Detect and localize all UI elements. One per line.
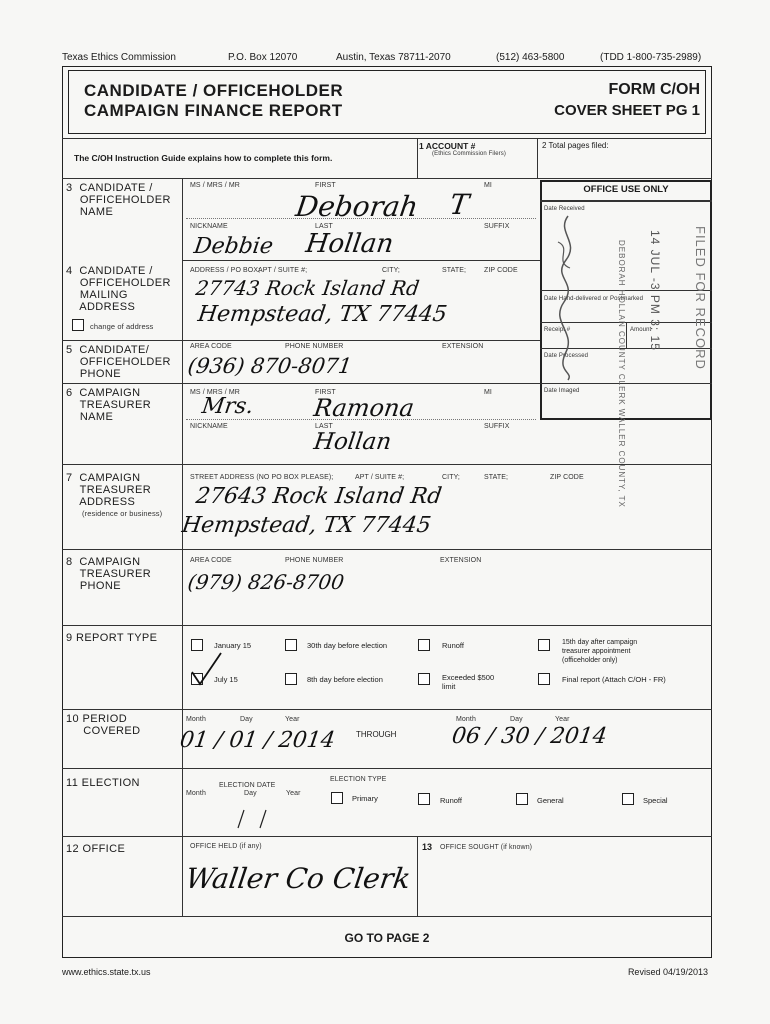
- s4-state-label: STATE;: [442, 267, 467, 274]
- s4-label: 4 CANDIDATE / OFFICEHOLDER MAILING ADDRESS: [66, 265, 171, 313]
- runoff-election-label: Runoff: [440, 796, 462, 805]
- s4-address-line1[interactable]: 27743 Rock Island Rd: [194, 276, 421, 300]
- s8-phone-label: PHONE NUMBER: [285, 557, 344, 564]
- election-year-label: Year: [286, 790, 301, 797]
- general-label: General: [537, 796, 564, 805]
- agency-tdd: (TDD 1-800-735-2989): [600, 52, 702, 63]
- office-use-title: OFFICE USE ONLY: [583, 184, 669, 195]
- s3-first-label: FIRST: [315, 182, 336, 189]
- s7-label: 7 CAMPAIGN TREASURER ADDRESS: [66, 472, 152, 508]
- s4-apt-label: APT / SUITE #;: [258, 267, 308, 274]
- form-subtitle: COVER SHEET PG 1: [554, 102, 700, 119]
- clerk-stamp: DEBORAH HOLLAN COUNTY CLERK WALLER COUNTY, TX: [617, 240, 626, 508]
- s10-to-year-label: Year: [555, 716, 570, 723]
- runoff-report-label: Runoff: [442, 641, 464, 650]
- s10-to-month-label: Month: [456, 716, 476, 723]
- final-report-label: Final report (Attach C/OH - FR): [562, 675, 666, 684]
- s4-address-label: ADDRESS / PO BOX;: [190, 267, 261, 274]
- s8-ext-label: EXTENSION: [440, 557, 482, 564]
- s8-area-label: AREA CODE: [190, 557, 232, 564]
- s11-label: 11 ELECTION: [66, 777, 140, 789]
- primary-label: Primary: [352, 794, 378, 803]
- s10-to-day-label: Day: [510, 716, 523, 723]
- s3-mi-label: MI: [484, 182, 492, 189]
- july-15-label: July 15: [214, 675, 238, 684]
- s5-area-label: AREA CODE: [190, 343, 232, 350]
- agency-phone: (512) 463-5800: [496, 52, 565, 63]
- s7-apt-label: APT / SUITE #;: [355, 474, 405, 481]
- s3-mi-value[interactable]: T: [447, 188, 472, 221]
- 8th-day-checkbox[interactable]: [285, 673, 297, 685]
- s6-nickname-label: NICKNAME: [190, 423, 228, 430]
- date-processed-label: Date Processed: [544, 353, 589, 359]
- form-id: FORM C/OH: [608, 81, 700, 98]
- s4-city-label: CITY;: [382, 267, 400, 274]
- clerk-signature: [548, 212, 588, 382]
- s7-address-line1[interactable]: 27643 Rock Island Rd: [194, 484, 444, 509]
- s5-phone-value[interactable]: (936) 870-8071: [186, 354, 354, 378]
- s10-from-year-label: Year: [285, 716, 300, 723]
- change-of-address-checkbox[interactable]: [72, 319, 84, 331]
- s7-state-label: STATE;: [484, 474, 509, 481]
- account-sublabel: (Ethics Commission Filers): [432, 151, 506, 157]
- footer-url[interactable]: www.ethics.state.tx.us: [62, 967, 151, 977]
- 30th-day-label: 30th day before election: [307, 641, 388, 650]
- through-label: THROUGH: [356, 730, 397, 739]
- s5-phone-label: PHONE NUMBER: [285, 343, 344, 350]
- s7-zip-label: ZIP CODE: [550, 474, 584, 481]
- date-imaged-label: Date Imaged: [544, 388, 580, 394]
- office-held-label: OFFICE HELD (if any): [190, 843, 262, 850]
- amount-label: Amount: [630, 327, 652, 333]
- exceeded-checkbox[interactable]: [418, 673, 430, 685]
- instruction-text: The C/OH Instruction Guide explains how to complete this form.: [74, 153, 333, 163]
- exceeded-label: Exceeded $500 limit: [442, 673, 495, 691]
- s4-address-line2[interactable]: Hempstead, TX 77445: [196, 302, 449, 327]
- date-hand-label: Date Hand-delivered or Postmarked: [544, 296, 644, 302]
- final-report-checkbox[interactable]: [538, 673, 550, 685]
- s6-first-value[interactable]: Ramona: [312, 394, 416, 422]
- 8th-day-label: 8th day before election: [307, 675, 383, 684]
- s8-phone-value[interactable]: (979) 826-8700: [186, 570, 346, 594]
- s6-suffix-label: SUFFIX: [484, 423, 510, 430]
- s3-suffix-label: SUFFIX: [484, 223, 510, 230]
- s6-ms-value[interactable]: Mrs.: [200, 394, 256, 419]
- footer-revised: Revised 04/19/2013: [627, 967, 708, 977]
- s13-number: 13: [422, 842, 433, 852]
- s6-first-label: FIRST: [315, 389, 336, 396]
- date-received-label: Date Received: [544, 206, 585, 212]
- po-box: P.O. Box 12070: [228, 52, 298, 63]
- s6-last-value[interactable]: Hollan: [312, 429, 393, 455]
- special-checkbox[interactable]: [622, 793, 634, 805]
- s7-city-label: CITY;: [442, 474, 460, 481]
- filed-date-stamp: 14 JUL -3 PM 3: 15: [648, 230, 662, 351]
- primary-checkbox[interactable]: [331, 792, 343, 804]
- s5-label: 5 CANDIDATE/ OFFICEHOLDER PHONE: [66, 344, 171, 380]
- election-day-label: Day: [244, 790, 257, 797]
- s6-mi-label: MI: [484, 389, 492, 396]
- general-checkbox[interactable]: [516, 793, 528, 805]
- period-from-value[interactable]: 01 / 01 / 2014: [178, 728, 337, 753]
- election-month-label: Month: [186, 790, 206, 797]
- agency-name: Texas Ethics Commission: [62, 52, 176, 63]
- s12-label: 12 OFFICE: [66, 843, 126, 855]
- office-held-value[interactable]: Waller Co Clerk: [183, 862, 413, 895]
- title-line1: CANDIDATE / OFFICEHOLDER: [84, 81, 344, 100]
- s6-ms-label: MS / MRS / MR: [190, 389, 240, 396]
- account-label: 1 ACCOUNT #: [419, 141, 476, 151]
- s7-sublabel: (residence or business): [82, 509, 163, 518]
- s3-first-value[interactable]: Deborah: [293, 190, 421, 223]
- total-pages-label: 2 Total pages filed:: [542, 141, 609, 150]
- runoff-report-checkbox[interactable]: [418, 639, 430, 651]
- s3-nickname-value[interactable]: Debbie: [192, 234, 275, 259]
- january-15-label: January 15: [214, 641, 252, 650]
- runoff-election-checkbox[interactable]: [418, 793, 430, 805]
- change-of-address-label: change of address: [90, 322, 154, 331]
- election-date-slashes: [230, 806, 280, 832]
- s3-label: 3 CANDIDATE / OFFICEHOLDER NAME: [66, 182, 171, 218]
- s10-from-month-label: Month: [186, 716, 206, 723]
- filed-stamp: FILED FOR RECORD: [693, 226, 708, 370]
- s10-from-day-label: Day: [240, 716, 253, 723]
- election-date-label: ELECTION DATE: [219, 782, 276, 789]
- special-label: Special: [643, 796, 668, 805]
- 15th-day-label: 15th day after campaign treasurer appointment (officeholder only): [562, 639, 638, 664]
- s5-ext-label: EXTENSION: [442, 343, 484, 350]
- election-type-label: ELECTION TYPE: [330, 776, 387, 783]
- s7-street-label: STREET ADDRESS (NO PO BOX PLEASE);: [190, 474, 334, 481]
- s3-last-value[interactable]: Hollan: [303, 229, 396, 259]
- 30th-day-checkbox[interactable]: [285, 639, 297, 651]
- s7-address-line2[interactable]: Hempstead, TX 77445: [180, 513, 433, 538]
- s3-last-label: LAST: [315, 223, 333, 230]
- s4-zip-label: ZIP CODE: [484, 267, 518, 274]
- s6-label: 6 CAMPAIGN TREASURER NAME: [66, 387, 152, 423]
- office-sought-label: OFFICE SOUGHT (if known): [440, 844, 533, 851]
- s3-ms-label: MS / MRS / MR: [190, 182, 240, 189]
- s9-label: 9 REPORT TYPE: [66, 632, 158, 644]
- s10-label: 10 PERIOD COVERED: [66, 713, 141, 737]
- s6-last-label: LAST: [315, 423, 333, 430]
- period-to-value[interactable]: 06 / 30 / 2014: [450, 724, 609, 749]
- go-to-page-2: GO TO PAGE 2: [344, 931, 430, 945]
- 15th-day-checkbox[interactable]: [538, 639, 550, 651]
- agency-city: Austin, Texas 78711-2070: [336, 52, 451, 63]
- title-line2: CAMPAIGN FINANCE REPORT: [84, 101, 343, 120]
- receipt-label: Receipt #: [544, 327, 571, 333]
- s3-nickname-label: NICKNAME: [190, 223, 228, 230]
- s8-label: 8 CAMPAIGN TREASURER PHONE: [66, 556, 152, 592]
